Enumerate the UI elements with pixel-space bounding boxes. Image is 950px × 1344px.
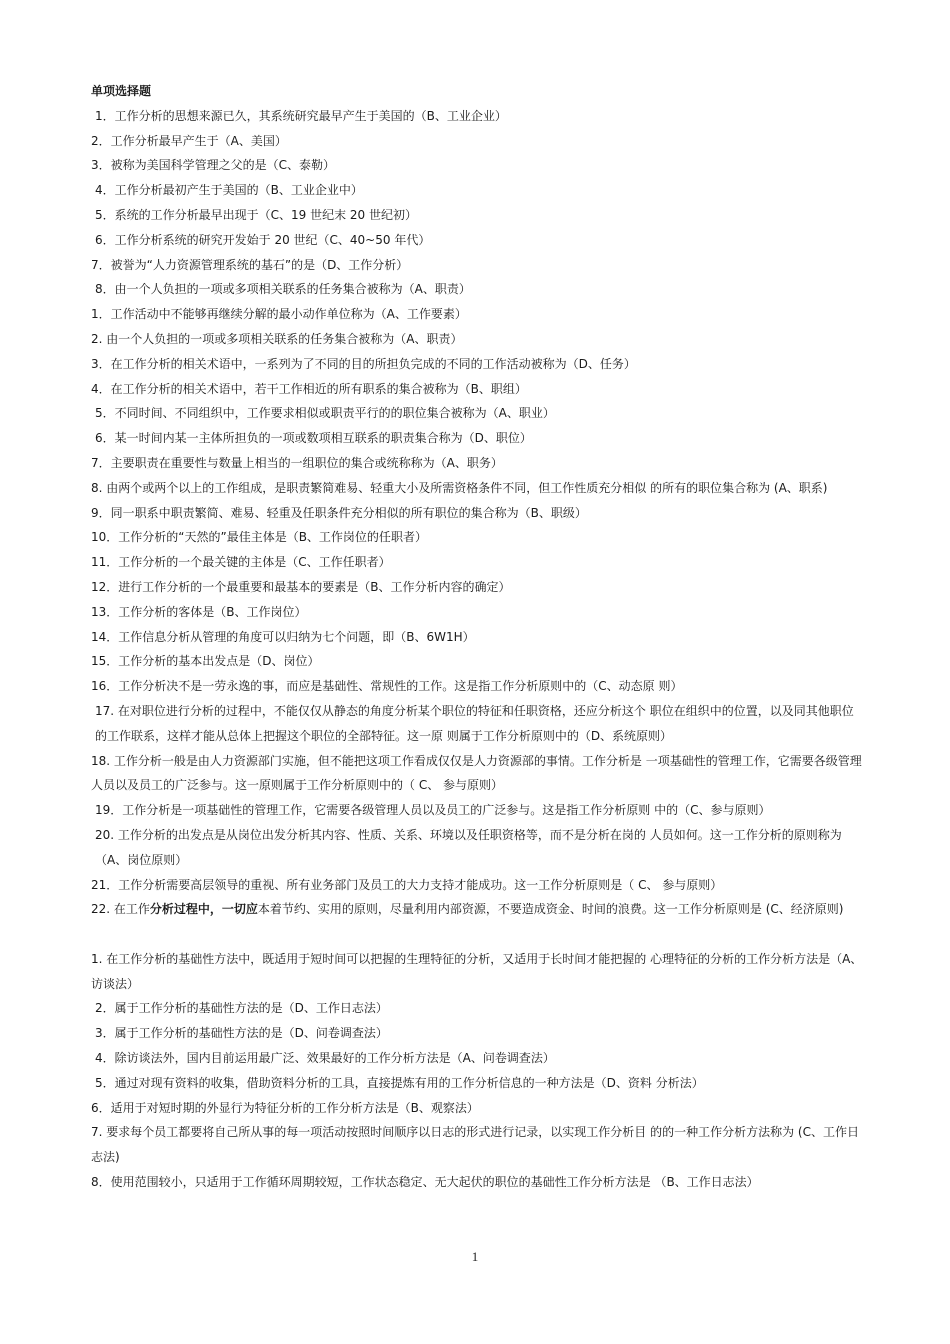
question-line: [91, 897, 863, 922]
question-line: 3．在工作分析的相关术语中，一系列为了不同的目的所担负完成的不同的工作活动被称为（D、任务）: [91, 356, 636, 371]
question-line: 5．不同时间、不同组织中，工作要求相似或职责平行的的职位集合被称为（A、职业）: [95, 406, 555, 421]
question-line: 1．工作分析的思想来源已久，其系统研究最早产生于美国的（B、工业企业）: [95, 108, 507, 123]
question-line: 6．某一时间内某一主体所担负的一项或数项相互联系的职责集合称为（D、职位）: [95, 431, 532, 446]
question-line: 3．被称为美国科学管理之父的是（C、泰勒）: [91, 158, 336, 173]
question-line: 7．被誉为“人力资源管理系统的基石”的是（D、工作分析）: [91, 257, 409, 272]
question-line: 7. 要求每个员工都要将自己所从事的每一项活动按照时间顺序以日志的形式进行记录，以实现工作分析目 的的一种工作分析方法称为 (C、工作日志法): [91, 1125, 859, 1165]
question-line: 4．在工作分析的相关术语中，若干工作相近的所有职系的集合被称为（B、职组）: [91, 381, 527, 396]
question-line: 8．由一个人负担的一项或多项相关联系的任务集合被称为（A、职责）: [95, 282, 471, 297]
question-line: 5．系统的工作分析最早出现于（C、19 世纪末 20 世纪初）: [95, 207, 417, 222]
question-line: 18. 工作分析一般是由人力资源部门实施，但不能把这项工作看成仅仅是人力资源部的事情。工作分析是 一项基础性的管理工作，它需要各级管理人员以及员工的广泛参与。这一原则属于工作分析原则中的（ C、 参与原则）: [91, 753, 862, 793]
question-line: 15．工作分析的基本出发点是（D、岗位）: [91, 654, 320, 669]
question-line: 14．工作信息分析从管理的角度可以归纳为七个问题，即（B、6W1H）: [91, 629, 475, 644]
question-line: 12．进行工作分析的一个最重要和最基本的要素是（B、工作分析内容的确定）: [91, 579, 511, 594]
question-line: 6．适用于对短时期的外显行为特征分析的工作分析方法是（B、观察法）: [91, 1100, 479, 1115]
question-line: 5．通过对现有资料的收集，借助资料分析的工具，直接提炼有用的工作分析信息的一种方法是（D、资料 分析法）: [95, 1075, 704, 1090]
question-line: 4．除访谈法外，国内目前运用最广泛、效果最好的工作分析方法是（A、问卷调查法）: [95, 1051, 555, 1066]
question-line: 13．工作分析的客体是（B、工作岗位）: [91, 604, 307, 619]
section-heading: 单项选择题: [91, 84, 152, 98]
question-line: 3．属于工作分析的基础性方法的是（D、问卷调查法）: [95, 1026, 388, 1041]
question-line: 2. 由一个人负担的一项或多项相关联系的任务集合被称为（A、职责）: [91, 331, 463, 346]
question-line: 6．工作分析系统的研究开发始于 20 世纪（C、40~50 年代）: [95, 232, 431, 247]
question-list: [91, 79, 863, 1195]
question-line: 4．工作分析最初产生于美国的（B、工业企业中）: [95, 183, 363, 198]
question-line: 16．工作分析决不是一劳永逸的事，而应是基础性、常规性的工作。这是指工作分析原则中的（C、动态原 则）: [91, 679, 683, 694]
question-line: 10．工作分析的“天然的”最佳主体是（B、工作岗位的任职者）: [91, 530, 427, 545]
text-span: 本着节约、实用的原则，尽量利用内部资源，不要造成资金、时间的浪费。这一工作分析原则是 (C、经济原则): [257, 902, 844, 917]
question-line: 17. 在对职位进行分析的过程中，不能仅仅从静态的角度分析某个职位的特征和任职资格，还应分析这个 职位在组织中的位置，以及同其他职位的工作联系，这样才能从总体上把握这个职位的全部特征。这一原 则属于工作分析原则中的（D、系统原则）: [95, 703, 854, 743]
question-line: 8．使用范围较小，只适用于工作循环周期较短，工作状态稳定、无大起伏的职位的基础性工作分析方法是 （B、工作日志法）: [91, 1175, 759, 1190]
question-line: 2．属于工作分析的基础性方法的是（D、工作日志法）: [95, 1001, 388, 1016]
question-line: 11．工作分析的一个最关键的主体是（C、工作任职者）: [91, 555, 391, 570]
section-gap: [91, 922, 863, 947]
question-line: 21．工作分析需要高层领导的重视、所有业务部门及员工的大力支持才能成功。这一工作分析原则是（ C、 参与原则）: [91, 877, 723, 892]
question-line: 1．工作活动中不能够再继续分解的最小动作单位称为（A、工作要素）: [91, 307, 467, 322]
question-line: 8. 由两个或两个以上的工作组成，是职责繁简难易、轻重大小及所需资格条件不同，但工作性质充分相似 的所有的职位集合称为 (A、职系): [91, 480, 828, 495]
question-line: 9．同一职系中职责繁简、难易、轻重及任职条件充分相似的所有职位的集合称为（B、职级）: [91, 505, 587, 520]
text-span: 22. 在工作: [91, 902, 150, 917]
bold-text-span: 分析过程中，一切应: [149, 902, 258, 917]
question-line: 19．工作分析是一项基础性的管理工作，它需要各级管理人员以及员工的广泛参与。这是指工作分析原则 中的（C、参与原则）: [95, 803, 771, 818]
question-line: 1. 在工作分析的基础性方法中，既适用于短时间可以把握的生理特征的分析，又适用于长时间才能把握的 心理特征的分析的工作分析方法是（A、访谈法）: [91, 951, 863, 991]
question-line: 2．工作分析最早产生于（A、美国）: [91, 133, 287, 148]
page-number: 1: [471, 1249, 479, 1264]
question-line: 20. 工作分析的出发点是从岗位出发分析其内容、性质、关系、环境以及任职资格等，而不是分析在岗的 人员如何。这一工作分析的原则称为（A、岗位原则）: [95, 827, 842, 867]
question-line: 7．主要职责在重要性与数量上相当的一组职位的集合或统称称为（A、职务）: [91, 455, 503, 470]
